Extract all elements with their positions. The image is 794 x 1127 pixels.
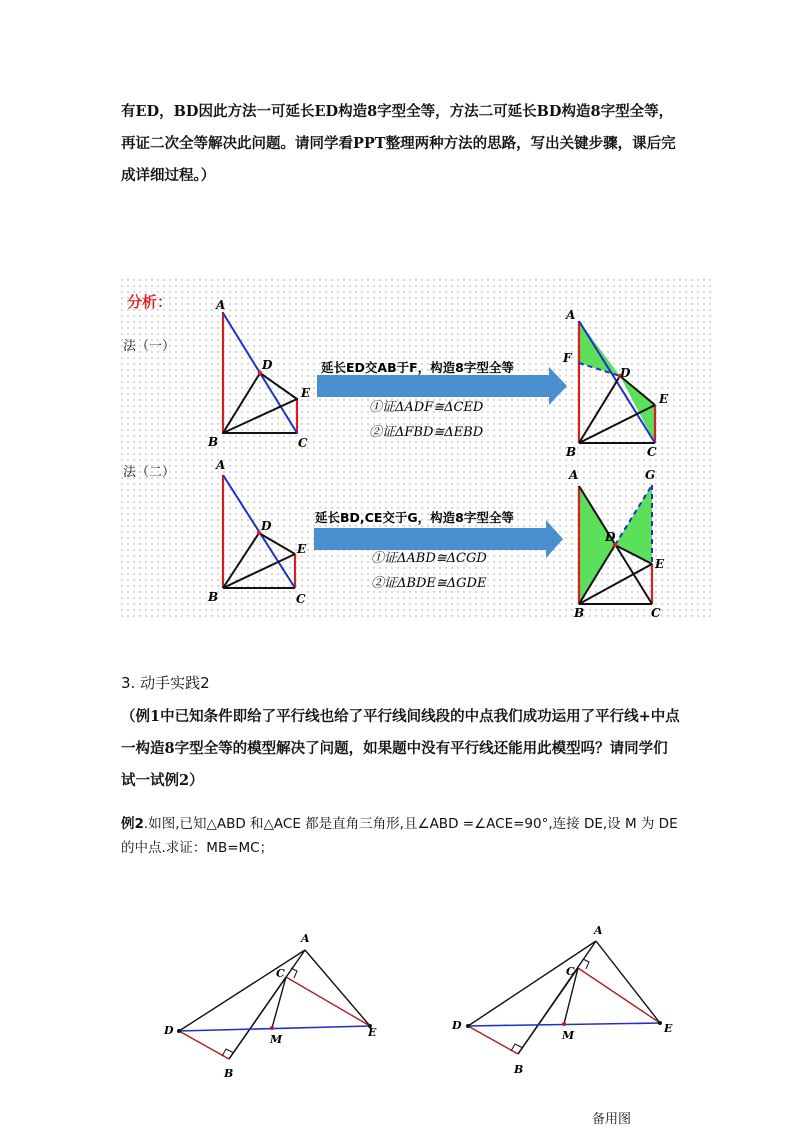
point-E: E	[659, 392, 669, 406]
point-D: D	[605, 530, 616, 544]
point-C: C	[296, 592, 306, 606]
point-D: D	[620, 366, 631, 380]
point-C: C	[647, 445, 657, 459]
example-text: .如图,已知△ABD 和△ACE 都是直角三角形,且∠ABD =∠ACE=90°,连接 DE,设 M 为 DE 的中点.求证：MB=MC；	[121, 816, 678, 856]
point-A: A	[594, 924, 603, 937]
method1-arrow-text: 延长ED交AB于F，构造8字型全等	[321, 360, 514, 375]
point-B: B	[208, 435, 219, 449]
point-B: B	[224, 1067, 234, 1080]
intro-paragraph: 有ED，BD因此方法一可延长ED构造8字型全等，方法二可延长BD构造8字型全等，再证二次全等解决此问题。请同学看PPT整理两种方法的思路，写出关键步骤，课后完成详细过程。）	[121, 103, 676, 184]
point-C: C	[651, 606, 661, 620]
point-C: C	[276, 967, 285, 980]
point-D: D	[164, 1024, 174, 1037]
point-F: F	[563, 351, 572, 365]
section-paragraph: （例1中已知条件即给了平行线也给了平行线间线段的中点我们成功运用了平行线+中点一构造8字型全等的模型解决了问题，如果题中没有平行线还能用此模型吗？请同学们试一试例2）	[121, 708, 680, 789]
method2-label: 法（二）	[123, 465, 176, 480]
method2-arrow-text: 延长BD,CE交于G，构造8字型全等	[315, 510, 514, 525]
analysis-slide	[121, 279, 711, 619]
point-E: E	[301, 386, 311, 400]
method1-step2: ②证ΔFBD≅ΔEBD	[369, 425, 484, 440]
point-B: B	[514, 1063, 524, 1076]
point-E: E	[664, 1022, 673, 1035]
point-D: D	[262, 358, 273, 372]
point-E: E	[368, 1026, 377, 1039]
point-E: E	[655, 557, 665, 571]
point-A: A	[566, 308, 576, 322]
section-heading: 3. 动手实践2	[121, 674, 210, 692]
point-B: B	[208, 590, 219, 604]
point-B: B	[566, 445, 577, 459]
point-M: M	[562, 1029, 575, 1042]
spare-figure-caption: 备用图	[592, 1112, 632, 1127]
example-label: 例2	[121, 816, 144, 832]
method2-step1: ①证ΔABD≅ΔCGD	[371, 551, 487, 566]
example2-figure-main	[163, 932, 377, 1080]
point-G: G	[645, 468, 656, 482]
point-A: A	[216, 458, 226, 472]
example-2	[121, 812, 681, 860]
method1-label: 法（一）	[123, 339, 176, 354]
point-E: E	[297, 542, 307, 556]
point-D: D	[261, 519, 272, 533]
point-A: A	[569, 468, 579, 482]
point-A: A	[301, 932, 310, 945]
point-M: M	[270, 1033, 283, 1046]
point-C: C	[298, 436, 308, 450]
point-A: A	[216, 298, 226, 312]
example2-figure-spare	[451, 924, 673, 1076]
method2-step2: ②证ΔBDE≅ΔGDE	[371, 576, 487, 591]
point-B: B	[574, 606, 585, 620]
point-D: D	[452, 1019, 462, 1032]
example2-figures	[150, 920, 673, 1100]
point-C: C	[566, 965, 575, 978]
method1-step1: ①证ΔADF≅ΔCED	[369, 400, 484, 415]
slide-title: 分析：	[127, 293, 173, 311]
